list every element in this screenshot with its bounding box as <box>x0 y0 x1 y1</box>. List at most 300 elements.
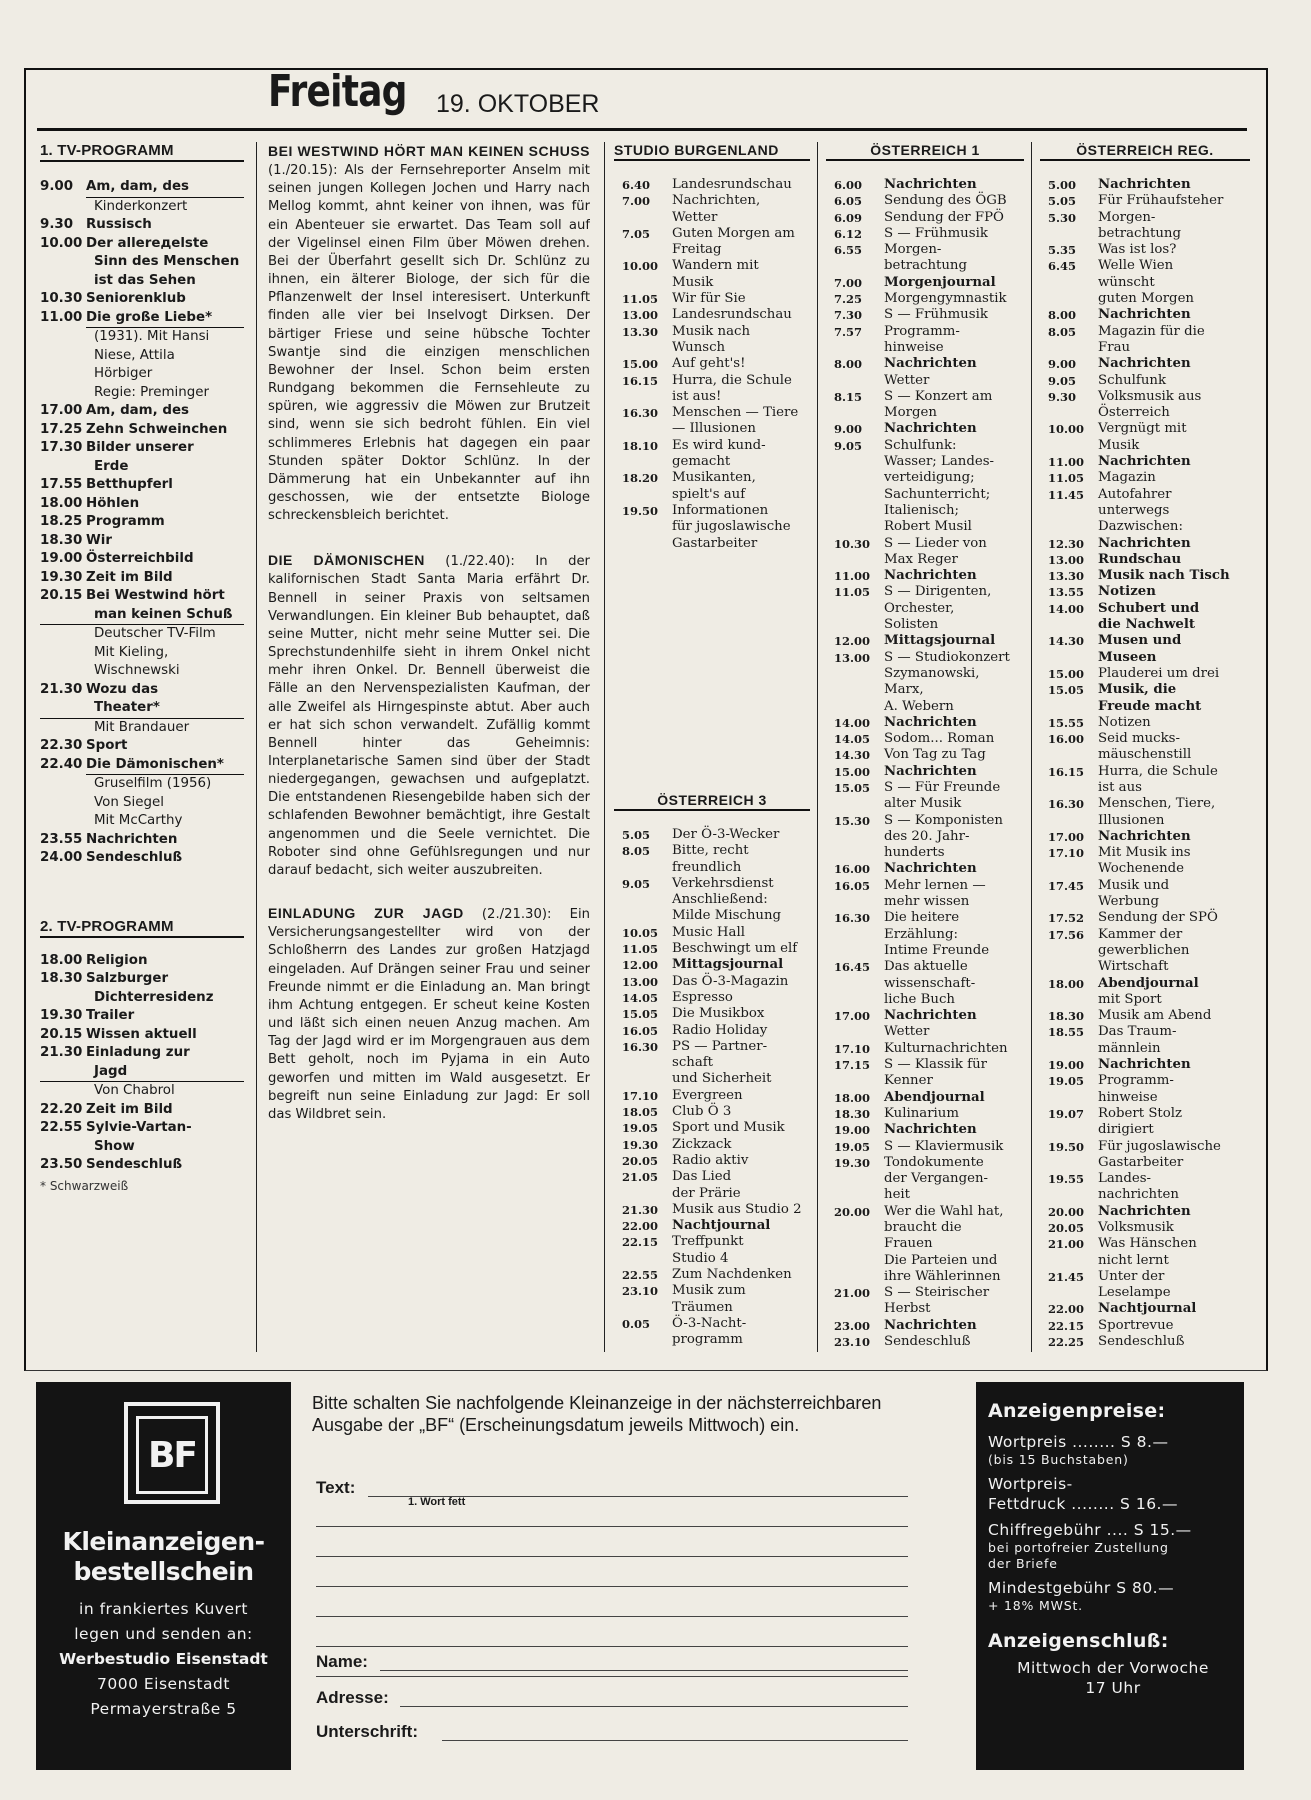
radio-title: Nachrichten <box>1098 177 1191 192</box>
radio-time <box>826 1253 884 1269</box>
radio-time <box>614 1055 672 1071</box>
radio-time <box>614 860 672 876</box>
radio-title: alter Musik <box>884 796 962 812</box>
radio-time <box>826 829 884 845</box>
radio-item <box>614 1169 810 1185</box>
name-field[interactable] <box>380 1670 908 1671</box>
radio-title: Zickzack <box>672 1136 732 1152</box>
radio-item <box>614 373 810 389</box>
radio-item <box>614 226 810 242</box>
radio-title: Magazin <box>1098 470 1156 486</box>
tv-item <box>40 831 244 850</box>
radio-item <box>1040 519 1250 535</box>
radio-item <box>826 813 1024 829</box>
radio-time <box>1040 503 1098 519</box>
radio-item <box>826 1057 1024 1073</box>
tv-time: 10.30 <box>40 291 83 306</box>
radio-item <box>614 957 810 973</box>
column-divider <box>604 142 605 1352</box>
radio-item <box>1040 910 1250 926</box>
tv-item <box>40 849 244 868</box>
radio-title: Nachtjournal <box>672 1218 771 1234</box>
radio-time: 7.25 <box>834 292 863 307</box>
radio-item <box>1040 324 1250 340</box>
radio-title: Wer die Wahl hat, <box>884 1203 1004 1219</box>
tv-item <box>40 1101 244 1120</box>
radio-item <box>826 1236 1024 1252</box>
radio-time <box>614 454 672 470</box>
tv-time: 18.00 <box>40 495 83 511</box>
price-note: + 18% MWSt. <box>988 1598 1083 1613</box>
article <box>268 142 590 525</box>
radio-time <box>826 340 884 356</box>
radio-title: Was Hänschen <box>1098 1236 1197 1252</box>
radio-title: liche Buch <box>884 991 955 1007</box>
tv-item <box>40 1026 244 1045</box>
radio-title: braucht die <box>884 1220 962 1235</box>
radio-title: Abendjournal <box>884 1089 985 1105</box>
first-word-note: 1. Wort fett <box>408 1496 466 1508</box>
radio-title: Musik <box>672 274 714 290</box>
tv-title: Sylvie-Vartan- <box>86 1120 192 1135</box>
tv-item <box>40 235 244 254</box>
radio-time: 19.05 <box>1048 1074 1085 1089</box>
article-text <box>268 142 590 525</box>
radio-item <box>1040 307 1250 323</box>
radio-time: 22.00 <box>622 1219 659 1234</box>
radio-item <box>1040 340 1250 356</box>
tv-time: 22.20 <box>40 1101 83 1117</box>
radio-time: 15.55 <box>1048 715 1085 730</box>
radio-time: 7.30 <box>834 308 863 323</box>
radio-time: 15.30 <box>834 813 871 828</box>
radio-time: 11.00 <box>834 569 871 584</box>
tv-time: 11.00 <box>40 309 83 325</box>
radio-time <box>826 699 884 715</box>
radio-item <box>1040 829 1250 845</box>
radio-time <box>826 1236 884 1252</box>
radio-title: Erzählung: <box>884 926 958 942</box>
radio-title: Max Reger <box>884 551 958 567</box>
radio-title: Musen und <box>1098 633 1182 649</box>
radio-time <box>1040 275 1098 291</box>
radio-time: 17.10 <box>834 1041 871 1056</box>
article-body: In der kalifornischen Stadt Santa Maria erfährt Dr. Bennell in seiner Praxis von seltsamen Verwandlungen. Ein kleiner Bub behauptet, daß seine Mutter, nicht mehr seine Mutter sei. Die Sprechstundenhilfe sieht in ihrem Onkel nicht mehr ihren Onkel. Dr. Bennell überweist die Fälle an den Nervenspezialisten Kaufman, der alle Zweifel als Hirngespinste abtut. Aber auch er hat sich schon verwandelt. Zufällig kommt Bennell hinter das Geheimnis: Interplanetarische Samen sind über der Stadt niedergegangen, gewachsen und aufgeplatzt. Die entstandenen Riesengebilde haben sich der schlafenden Bewohner bemächtigt, ihre Gestalt angenommen und die Seele vernichtet. Die Roboter sind ohne Gefühlsregungen und nur darauf bedacht, sich weiter auszubreiten. <box>268 554 590 878</box>
tv-title-cont: Dichterresidenz <box>94 989 214 1005</box>
radio-time: 18.00 <box>834 1090 871 1105</box>
tv-description: Deutscher TV-Film <box>94 626 216 641</box>
tv-time: 23.50 <box>40 1157 83 1172</box>
radio-time <box>826 976 884 992</box>
radio-title: Träumen <box>672 1299 733 1315</box>
radio-time: 15.05 <box>1048 683 1085 698</box>
radio-time: 19.30 <box>834 1155 871 1170</box>
radio-item <box>826 894 1024 910</box>
radio-item <box>614 1202 810 1218</box>
radio-title: Solisten <box>884 617 939 633</box>
radio-item <box>826 438 1024 454</box>
address-label: Adresse: <box>316 1688 389 1707</box>
oe1-title: ÖSTERREICH 1 <box>826 142 1024 161</box>
tv-title: Nachrichten <box>86 831 178 847</box>
radio-title: Nachrichten <box>1098 828 1191 844</box>
radio-time <box>614 242 672 258</box>
burgenland-title: STUDIO BURGENLAND <box>614 142 810 161</box>
radio-title: Landesrundschau <box>672 177 792 192</box>
tv-title: Wissen aktuell <box>86 1026 197 1042</box>
text-line[interactable] <box>316 1616 908 1617</box>
radio-item <box>826 1253 1024 1269</box>
radio-item <box>826 699 1024 715</box>
radio-title: Die heitere <box>884 910 960 926</box>
radio-title: Frauen <box>884 1236 933 1252</box>
radio-item <box>1040 1073 1250 1089</box>
address-field[interactable] <box>400 1706 908 1707</box>
radio-item <box>826 927 1024 943</box>
radio-time <box>614 340 672 356</box>
tv-item <box>40 756 244 776</box>
price-line: Fettdruck ........ S 16.— <box>988 1495 1178 1513</box>
radio-item <box>826 584 1024 600</box>
radio-item <box>826 1155 1024 1171</box>
price-line: Chiffregebühr .... S 15.— <box>988 1521 1192 1539</box>
radio-item <box>826 601 1024 617</box>
radio-time: 14.05 <box>834 732 871 747</box>
radio-item <box>826 487 1024 503</box>
radio-title: Auf geht's! <box>672 356 746 372</box>
radio-item <box>1040 1106 1250 1122</box>
radio-item <box>826 373 1024 389</box>
radio-title: Wandern mit <box>672 258 759 274</box>
radio-item <box>614 242 810 258</box>
text-line[interactable] <box>316 1526 908 1527</box>
radio-item <box>1040 193 1250 209</box>
radio-item <box>826 976 1024 992</box>
radio-time: 22.00 <box>1048 1302 1085 1317</box>
radio-title: Die Musikbox <box>672 1006 765 1022</box>
radio-title: PS — Partner- <box>672 1038 768 1054</box>
radio-item <box>1040 503 1250 519</box>
radio-item <box>1040 177 1250 193</box>
radio-item <box>826 210 1024 226</box>
radio-item <box>826 845 1024 861</box>
radio-time: 16.05 <box>834 878 871 893</box>
radio-time <box>614 1332 672 1348</box>
radio-title: Volksmusik <box>1098 1220 1174 1235</box>
radio-time <box>1040 861 1098 877</box>
tv-title-cont: Jagd <box>40 1063 244 1083</box>
price-line: Wortpreis- <box>988 1475 1073 1493</box>
radio-title: Gastarbeiter <box>672 535 758 551</box>
radio-title: Das aktuelle <box>884 959 968 975</box>
radio-item <box>1040 275 1250 291</box>
radio-time <box>826 487 884 503</box>
radio-item <box>1040 1204 1250 1220</box>
radio-time: 10.30 <box>834 536 871 551</box>
text-line[interactable] <box>316 1646 908 1647</box>
radio-time <box>826 927 884 943</box>
tv-item <box>40 290 244 309</box>
tv-description: Gruselfilm (1956) <box>94 776 212 791</box>
tv-time: 17.25 <box>40 421 83 437</box>
radio-time: 23.10 <box>834 1335 871 1350</box>
radio-title: — Illusionen <box>672 421 756 437</box>
radio-time <box>614 1251 672 1267</box>
radio-title: gemacht <box>672 454 731 470</box>
radio-time: 19.00 <box>834 1123 871 1138</box>
radio-title: freundlich <box>672 859 742 875</box>
text-label: Text: <box>316 1478 356 1497</box>
radio-item <box>1040 552 1250 568</box>
radio-time <box>826 1220 884 1236</box>
radio-time: 14.05 <box>622 990 659 1005</box>
radio-title: S — Klassik für <box>884 1057 987 1073</box>
radio-title: Wirtschaft <box>1098 959 1169 975</box>
radio-time: 10.00 <box>622 259 659 274</box>
radio-item <box>826 1106 1024 1122</box>
radio-title: Mittagsjournal <box>884 633 996 649</box>
radio-item <box>614 519 810 535</box>
radio-title: Italienisch; <box>884 502 960 518</box>
radio-time: 19.05 <box>622 1121 659 1136</box>
radio-time: 5.05 <box>1048 194 1077 209</box>
radio-item <box>1040 650 1250 666</box>
radio-time: 17.10 <box>622 1088 659 1103</box>
tv-item <box>40 513 244 532</box>
deadline-title: Anzeigenschluß: <box>988 1630 1169 1652</box>
radio-time: 8.00 <box>834 357 863 372</box>
tv-time: 20.15 <box>40 588 83 603</box>
tv-item <box>40 309 244 329</box>
radio-title: Das Traum- <box>1098 1024 1177 1040</box>
radio-item <box>614 1071 810 1087</box>
radio-title: Robert Musil <box>884 519 972 535</box>
tv-time: 18.30 <box>40 532 83 548</box>
tv-description: Kinderkonzert <box>94 198 188 214</box>
radio-item <box>1040 1269 1250 1285</box>
radio-item <box>1040 1041 1250 1057</box>
radio-time: 5.05 <box>622 828 651 842</box>
radio-title: Mittagsjournal <box>672 957 784 973</box>
text-line[interactable] <box>316 1556 908 1557</box>
radio-item <box>826 340 1024 356</box>
radio-title: Musikanten, <box>672 470 756 486</box>
radio-time <box>826 1024 884 1040</box>
radio-title: Musik aus Studio 2 <box>672 1201 802 1217</box>
radio-title: Rundschau <box>1098 551 1182 567</box>
radio-item <box>614 536 810 552</box>
oereg-title: ÖSTERREICH REG. <box>1040 142 1250 161</box>
tv-description: Wischnewski <box>94 663 180 678</box>
text-line[interactable] <box>316 1586 908 1587</box>
radio-time: 14.30 <box>1048 634 1085 649</box>
radio-item <box>614 421 810 437</box>
radio-item <box>826 731 1024 747</box>
radio-time: 20.00 <box>834 1204 871 1219</box>
tv-title-cont: ist das Sehen <box>94 272 196 288</box>
radio-title: Menschen — Tiere <box>672 405 799 421</box>
radio-time: 14.00 <box>834 715 871 730</box>
radio-time <box>614 275 672 291</box>
radio-time <box>826 845 884 861</box>
radio-item <box>614 291 810 307</box>
radio-title: nachrichten <box>1098 1187 1179 1203</box>
radio-title: Morgenjournal <box>884 274 996 290</box>
radio-title: Beschwingt um elf <box>672 941 798 957</box>
radio-time: 6.55 <box>834 243 863 258</box>
tv-description: Mit McCarthy <box>94 813 183 828</box>
radio-item <box>826 536 1024 552</box>
radio-title: Informationen <box>672 502 769 518</box>
radio-time: 21.05 <box>622 1170 659 1185</box>
radio-item <box>826 796 1024 812</box>
price-line: Mindestgebühr S 80.— <box>988 1579 1175 1597</box>
prices-title: Anzeigenpreise: <box>988 1400 1166 1422</box>
radio-item <box>1040 959 1250 975</box>
radio-item <box>826 1073 1024 1089</box>
radio-time <box>826 894 884 910</box>
radio-title: Gastarbeiter <box>1098 1154 1184 1170</box>
radio-time: 11.05 <box>1048 471 1085 486</box>
order-form <box>296 1382 966 1770</box>
tv-title: Der allerедelste <box>86 235 209 251</box>
radio-title: Nachrichten <box>884 1122 977 1138</box>
radio-time: 8.05 <box>1048 324 1077 339</box>
radio-item <box>614 438 810 454</box>
article-column <box>268 142 590 1357</box>
radio-title: Studio 4 <box>672 1250 729 1266</box>
radio-title: Für Frühaufsteher <box>1098 193 1224 209</box>
radio-time: 0.05 <box>622 1316 651 1331</box>
radio-title: Szymanowski, <box>884 665 980 681</box>
radio-time: 21.30 <box>622 1202 659 1217</box>
tv-item <box>40 587 244 606</box>
radio-item <box>826 1301 1024 1317</box>
radio-title: Es wird kund- <box>672 437 766 453</box>
radio-title: Autofahrer <box>1098 486 1172 502</box>
radio-title: Notizen <box>1098 714 1151 730</box>
radio-title: Treffpunkt <box>672 1234 744 1250</box>
radio-time: 7.57 <box>834 324 863 339</box>
tv-time: 17.00 <box>40 403 83 418</box>
radio-title: Museen <box>1098 649 1157 665</box>
radio-item <box>614 1039 810 1055</box>
tv-title: Am, dam, des <box>86 403 190 418</box>
radio-time <box>1040 438 1098 454</box>
radio-time: 16.30 <box>1048 797 1085 812</box>
radio-item <box>614 275 810 291</box>
radio-item <box>1040 1171 1250 1187</box>
radio-time: 13.00 <box>834 650 871 665</box>
radio-time: 21.45 <box>1048 1269 1085 1284</box>
radio-item <box>826 1187 1024 1203</box>
tv-title: Sendeschluß <box>86 1157 183 1172</box>
radio-item <box>826 421 1024 437</box>
article-text <box>268 904 590 1124</box>
radio-title: Club Ö 3 <box>672 1104 732 1120</box>
tv-time: 22.30 <box>40 738 83 753</box>
radio-title: und Sicherheit <box>672 1071 772 1087</box>
radio-time <box>826 682 884 698</box>
radio-time: 11.05 <box>622 292 659 307</box>
radio-time: 15.05 <box>834 780 871 795</box>
radio-time: 17.00 <box>1048 829 1085 844</box>
radio-title: S — Studiokonzert <box>884 649 1010 665</box>
radio-title: Vergnügt mit <box>1098 421 1187 437</box>
tv-title: Zehn Schweinchen <box>86 421 228 437</box>
radio-time: 15.05 <box>622 1007 659 1022</box>
radio-title: Sendeschluß <box>884 1334 971 1350</box>
tv-title: Zeit im Bild <box>86 569 173 585</box>
radio-title: Anschließend: <box>672 892 768 908</box>
radio-title: Nachtjournal <box>1098 1301 1197 1317</box>
radio-time: 16.15 <box>622 373 659 388</box>
radio-time: 16.05 <box>622 1023 659 1038</box>
radio-time: 5.35 <box>1048 243 1077 258</box>
radio-item <box>614 1234 810 1250</box>
radio-time <box>826 258 884 274</box>
radio-title: Zum Nachdenken <box>672 1267 792 1283</box>
page-header <box>268 66 600 118</box>
radio-item <box>614 1153 810 1169</box>
tv-title: Sendeschluß <box>86 850 183 865</box>
radio-time: 8.00 <box>1048 308 1077 323</box>
radio-title: Musik zum <box>672 1283 746 1299</box>
tv-time: 20.15 <box>40 1026 83 1042</box>
radio-title: Landesrundschau <box>672 307 792 323</box>
radio-item <box>614 356 810 372</box>
radio-title: Programm- <box>884 323 960 339</box>
studio-burgenland-column <box>614 142 810 782</box>
text-line[interactable] <box>368 1496 908 1497</box>
radio-title: Hurra, die Schule <box>1098 763 1218 779</box>
radio-time: 16.30 <box>622 406 659 421</box>
radio-item <box>1040 992 1250 1008</box>
radio-time: 5.00 <box>1048 178 1077 192</box>
radio-item <box>826 1171 1024 1187</box>
radio-item <box>614 258 810 274</box>
radio-time <box>614 1071 672 1087</box>
radio-time <box>826 1073 884 1089</box>
radio-time: 19.05 <box>834 1139 871 1154</box>
radio-time <box>1040 747 1098 763</box>
radio-title: S — Klaviermusik <box>884 1138 1004 1154</box>
radio-title: Nachrichten <box>1098 1203 1191 1219</box>
radio-title: Programm- <box>1098 1073 1174 1089</box>
radio-item <box>826 992 1024 1008</box>
radio-title: wünscht <box>1098 274 1155 290</box>
tv-title: Die große Liebe* <box>86 309 244 329</box>
signature-field[interactable] <box>442 1740 908 1741</box>
radio-title: S — Konzert am <box>884 388 993 404</box>
radio-item <box>614 990 810 1006</box>
tv-time: 22.55 <box>40 1120 83 1135</box>
radio-time <box>614 1186 672 1202</box>
text-line[interactable] <box>316 1676 908 1677</box>
radio-title: Wir für Sie <box>672 291 746 307</box>
radio-item <box>826 552 1024 568</box>
radio-item <box>1040 470 1250 486</box>
radio-time: 10.00 <box>1048 422 1085 437</box>
radio-title: ist aus! <box>672 388 722 404</box>
tv-item <box>40 952 244 971</box>
radio-title: Sport und Musik <box>672 1120 785 1136</box>
tv-time: 18.30 <box>40 971 83 986</box>
radio-item <box>614 487 810 503</box>
radio-item <box>826 1139 1024 1155</box>
radio-time <box>1040 340 1098 356</box>
radio-item <box>826 307 1024 323</box>
